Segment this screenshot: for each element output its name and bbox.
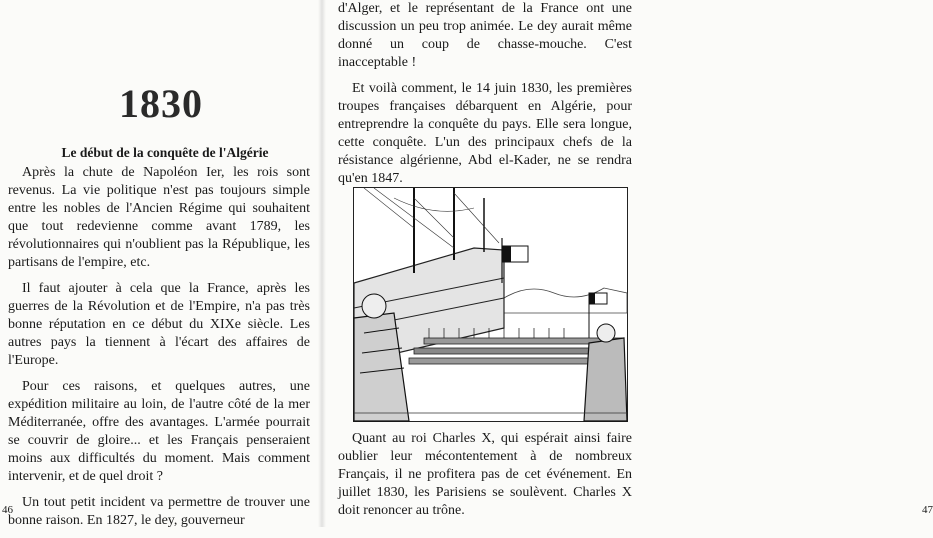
right-bottom-text xyxy=(338,430,632,528)
right-top-text xyxy=(338,0,632,196)
paragraph: Un tout petit incident va permettre de trouver une bonne raison. En 1827, le dey, gouverneur xyxy=(8,495,310,528)
chapter-year: 1830 xyxy=(119,81,203,126)
page-number: 47 xyxy=(922,504,933,516)
chapter-title: Le début de la conquête de l'Algérie xyxy=(61,145,269,160)
landing-troops-ship-illustration xyxy=(353,187,628,422)
paragraph: Pour ces raisons, et quelques autres, une expédition militaire au loin, de l'autre côté de la mer Méditerranée, offre des avantages. L'armée pourrait se couvrir de gloire... et les Français penseraient moins aux difficultés du moment. Mais comment intervenir, et de quel droit ? xyxy=(8,379,310,484)
left-body-text xyxy=(8,164,310,538)
left-page xyxy=(0,0,322,527)
paragraph: d'Alger, et le représentant de la France ont une discussion un peu trop animée. Le dey aurait même donné un coup de chasse-mouche. C'est inacceptable ! xyxy=(338,1,632,70)
illustration-drawing xyxy=(354,188,627,421)
paragraph: Et voilà comment, le 14 juin 1830, les premières troupes françaises débarquent en Algérie, pour entreprendre la conquête du pays. Elle sera longue, cette conquête. L'un des principaux chefs de la résistance algérienne, Abd el-Kader, ne se rendra qu'en 1847. xyxy=(338,81,632,186)
paragraph: Après la chute de Napoléon Ier, les rois sont revenus. La vie politique n'est pas toujours simple entre les nobles de l'Ancien Régime qui souhaitent que tout redevienne comme avant 1789, les révolutionnaires qui n'oublient pas la République, les partisans de l'empire, etc. xyxy=(8,165,310,270)
paragraph: Il faut ajouter à cela que la France, après les guerres de la Révolution et de l'Empire, n'a pas très bonne réputation en ce début du XIXe siècle. Les autres pays la tiennent à l'écart des affaires de l'Europe. xyxy=(8,281,310,368)
paragraph: Quant au roi Charles X, qui espérait ainsi faire oublier leur mécontentement à de nombreux Français, il ne profitera pas de cet événement. En juillet 1830, les Parisiens se soulèvent. Charles X doit renoncer au trône. xyxy=(338,431,632,518)
page-number: 46 xyxy=(2,504,13,516)
